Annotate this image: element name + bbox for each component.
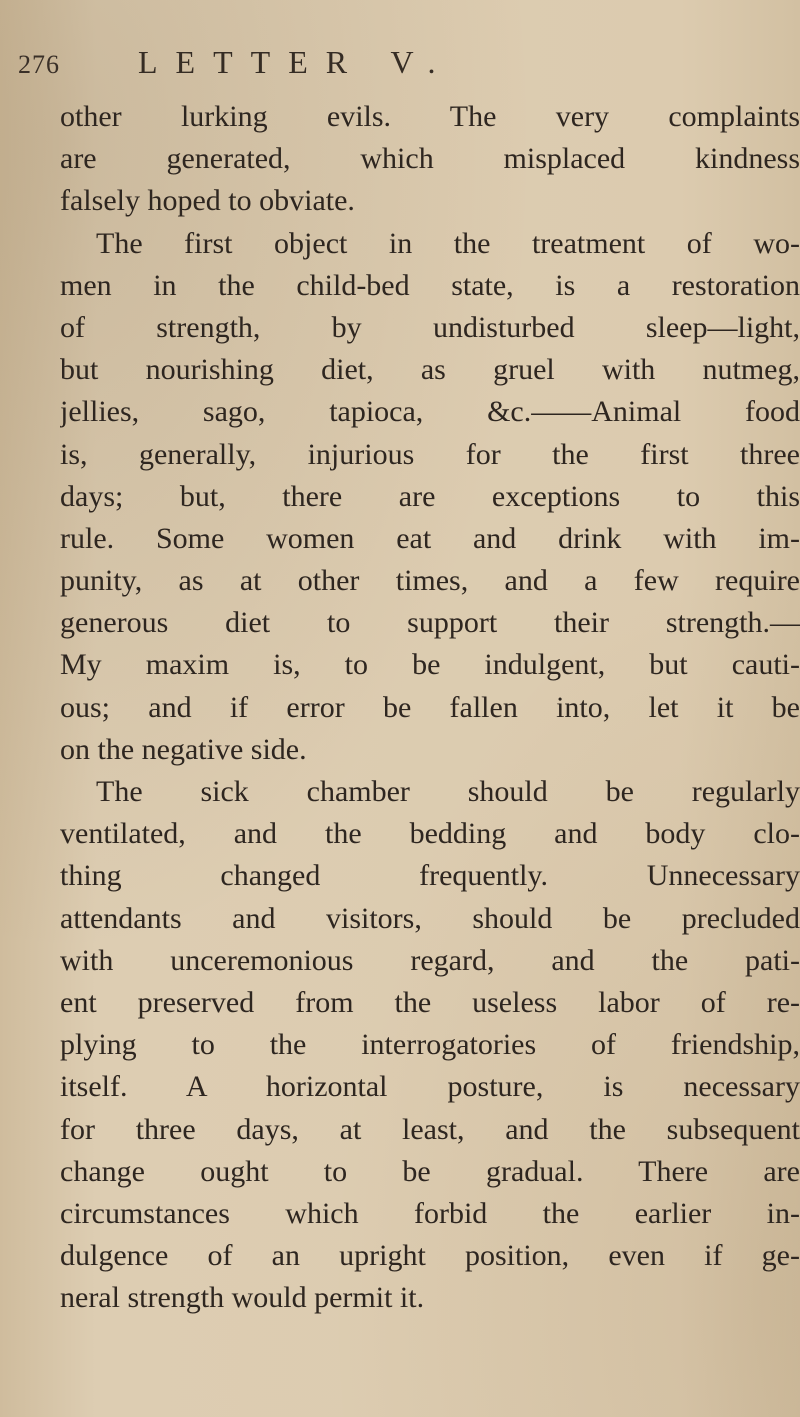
text-line: ent preserved from the useless labor of re- bbox=[60, 985, 800, 1019]
text-line: is, generally, injurious for the first three bbox=[60, 437, 800, 471]
text-line: other lurking evils. The very complaints bbox=[60, 100, 800, 133]
text-line: jellies, sago, tapioca, &c.——Animal food bbox=[60, 395, 800, 429]
text-line: My maxim is, to be indulgent, but cauti- bbox=[60, 648, 800, 682]
text-line: change ought to be gradual. There are bbox=[60, 1154, 800, 1188]
text-line: men in the child-bed state, is a restoration bbox=[60, 268, 800, 302]
text-line: are generated, which misplaced kindness bbox=[60, 142, 800, 176]
text-line: attendants and visitors, should be precluded bbox=[60, 901, 800, 935]
text-line: for three days, at least, and the subsequent bbox=[60, 1112, 800, 1146]
text-line: punity, as at other times, and a few require bbox=[60, 564, 800, 598]
text-line: with unceremonious regard, and the pati- bbox=[60, 943, 800, 977]
text-line: plying to the interrogatories of friendship, bbox=[60, 1028, 800, 1062]
paragraph-start-line: The first object in the treatment of wo- bbox=[96, 226, 800, 260]
text-line: on the negative side. bbox=[60, 732, 307, 766]
page-number: 276 bbox=[18, 50, 60, 79]
text-line: neral strength would permit it. bbox=[60, 1281, 425, 1315]
body-text bbox=[60, 96, 800, 1319]
text-line: rule. Some women eat and drink with im- bbox=[60, 521, 800, 555]
text-line: but nourishing diet, as gruel with nutmeg, bbox=[60, 353, 800, 387]
text-line: itself. A horizontal posture, is necessary bbox=[60, 1070, 800, 1104]
text-line: generous diet to support their strength.— bbox=[60, 606, 800, 640]
paragraph-start-line: The sick chamber should be regularly bbox=[96, 775, 800, 808]
text-line: dulgence of an upright position, even if ge- bbox=[60, 1239, 800, 1273]
text-line: ventilated, and the bedding and body clo- bbox=[60, 817, 800, 851]
text-line: of strength, by undisturbed sleep—light, bbox=[60, 310, 800, 344]
text-line: thing changed frequently. Unnecessary bbox=[60, 859, 800, 893]
text-line: circumstances which forbid the earlier in- bbox=[60, 1196, 800, 1230]
text-line: ous; and if error be fallen into, let it be bbox=[60, 690, 800, 724]
running-head bbox=[18, 44, 578, 84]
text-line: days; but, there are exceptions to this bbox=[60, 479, 800, 513]
text-line: falsely hoped to obviate. bbox=[60, 184, 355, 218]
chapter-heading: LETTER V. bbox=[138, 44, 454, 80]
